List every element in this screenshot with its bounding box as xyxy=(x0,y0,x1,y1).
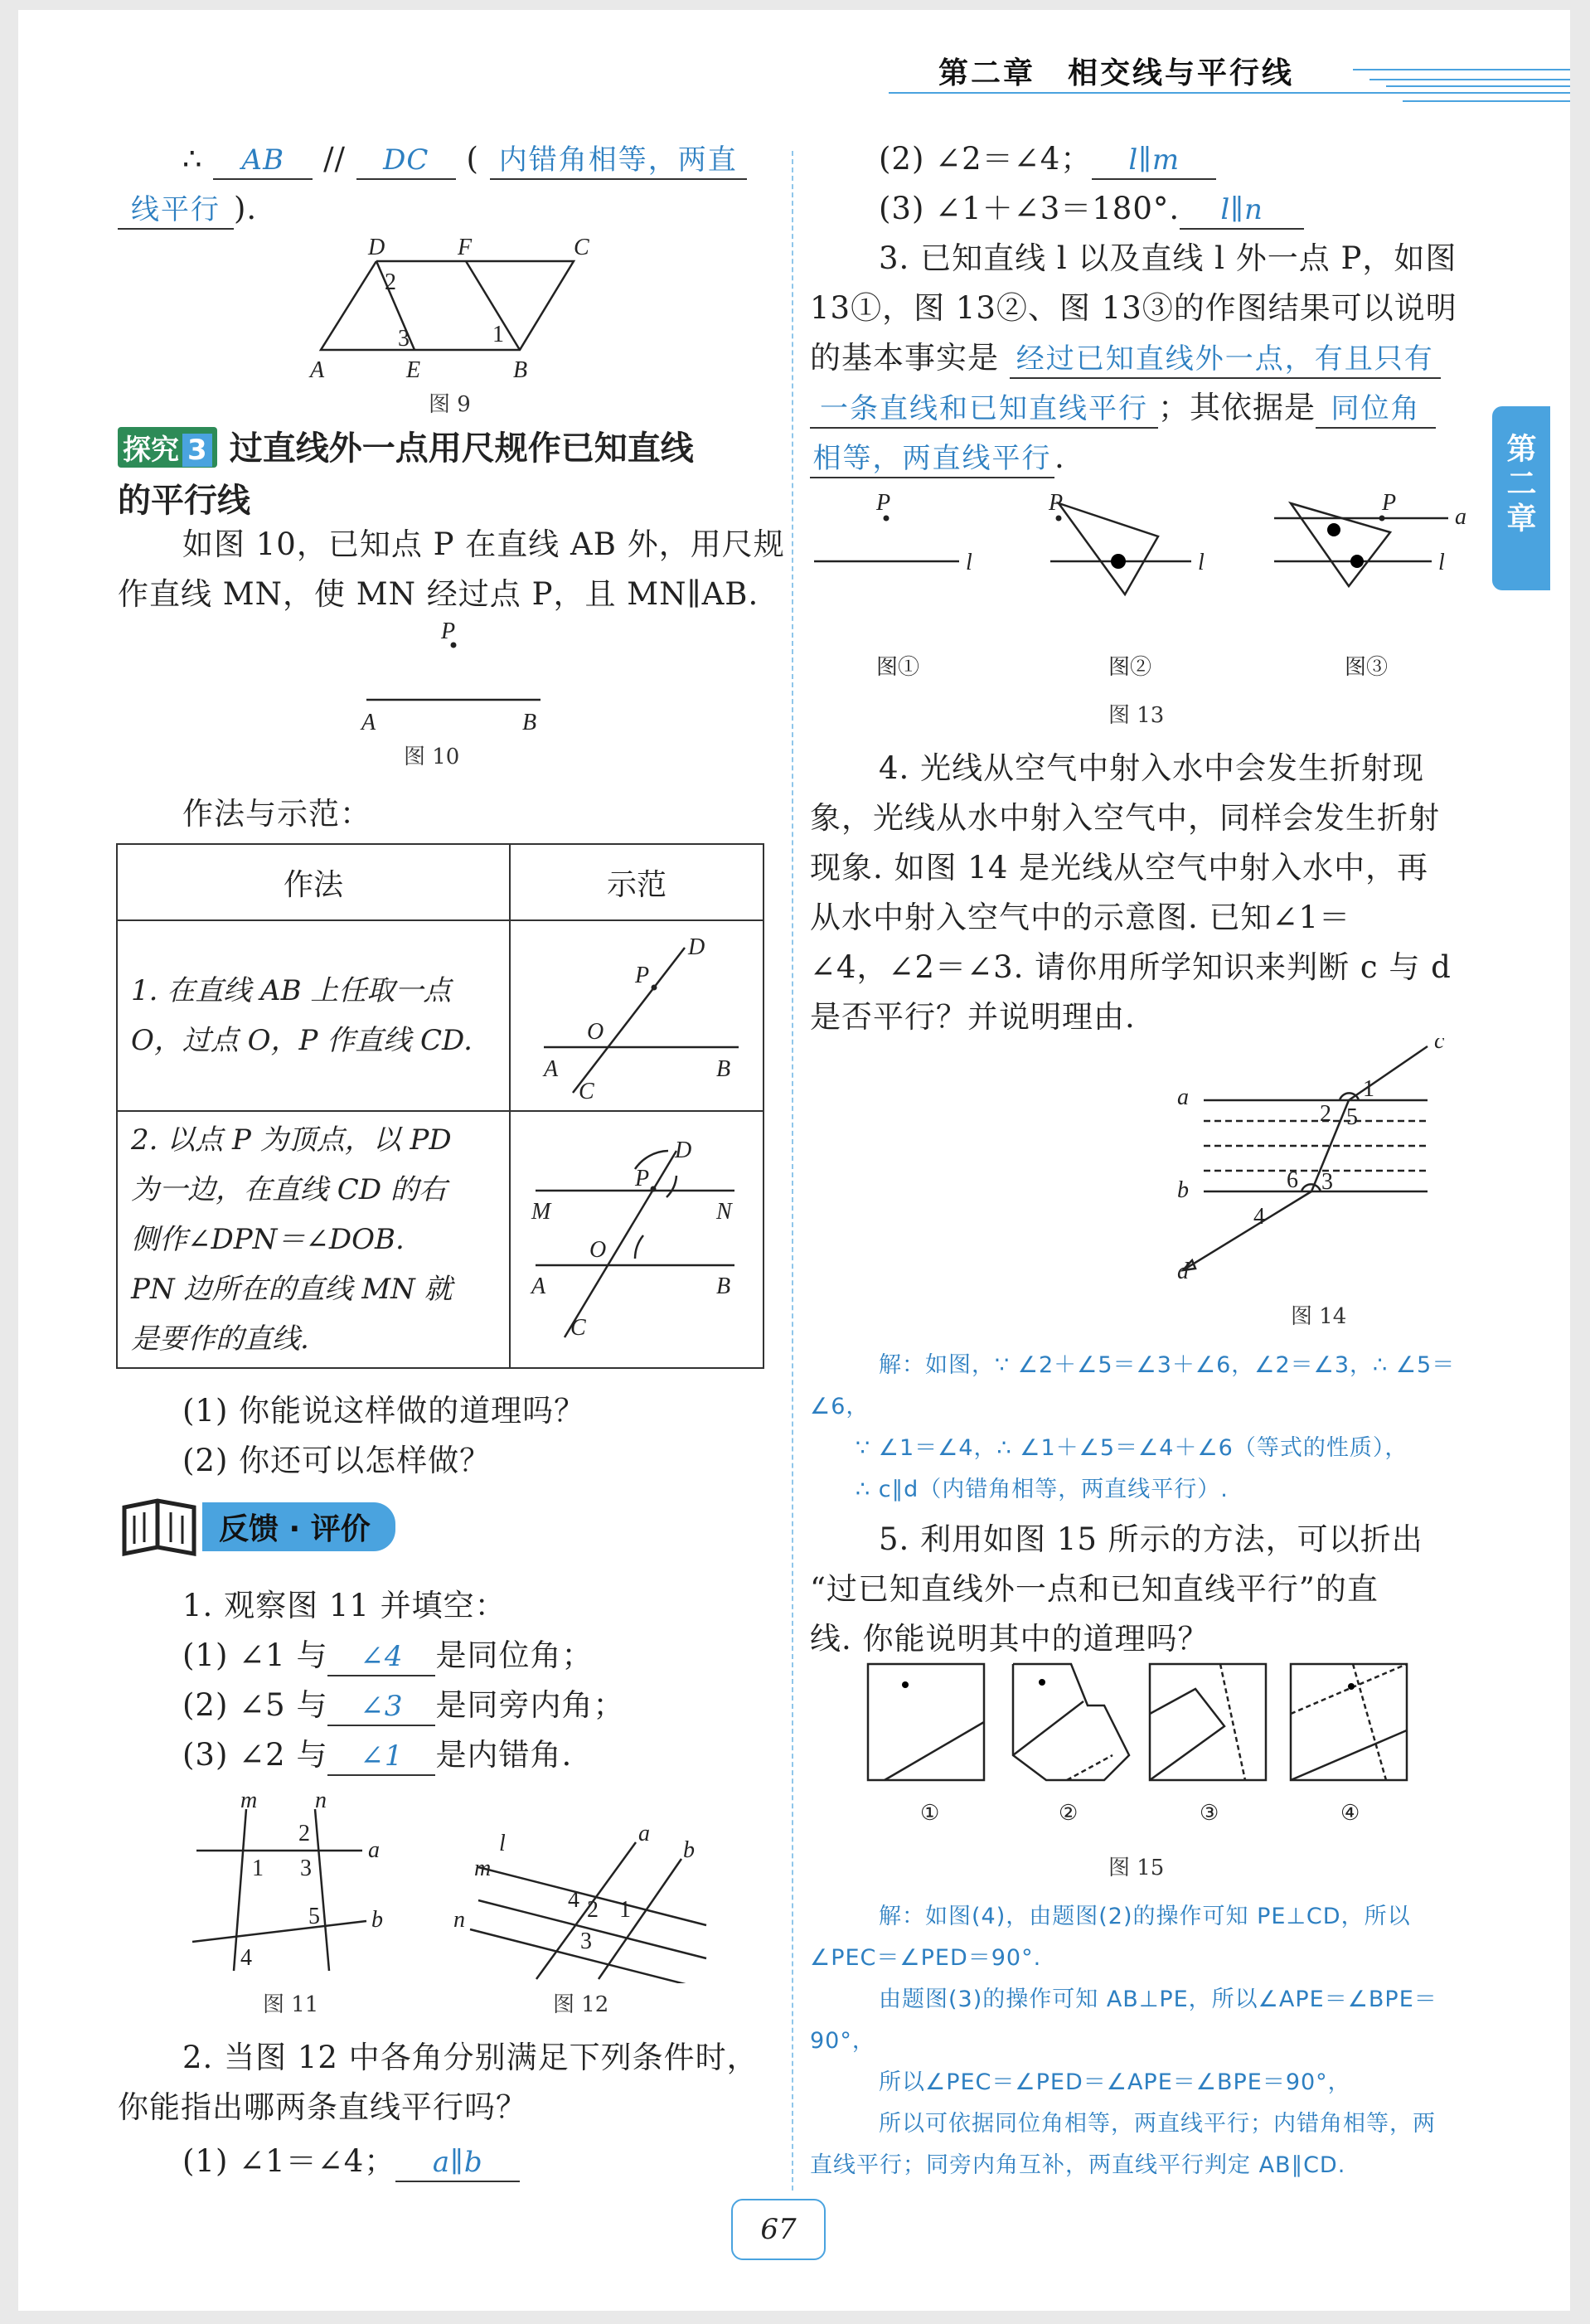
reason-part2: 线平行 xyxy=(118,192,234,230)
fig12-label-4: 4 xyxy=(568,1887,579,1913)
q4-line-4: 从水中射入空气中的示意图. 已知∠1＝ xyxy=(810,900,1351,935)
q4-answer-4: ∴ c∥d（内错角相等，两直线平行）. xyxy=(856,1477,1229,1502)
book-icon xyxy=(118,1494,201,1560)
explore3-title-2: 的平行线 xyxy=(118,482,250,520)
fig11-label-a: a xyxy=(368,1837,380,1863)
t1-label-a: A xyxy=(544,1056,559,1082)
fig10-label-b: B xyxy=(522,710,537,735)
fig10-label-p: P xyxy=(441,619,456,644)
t1-label-p: P xyxy=(635,963,650,988)
fig10-label-a: A xyxy=(361,710,376,735)
fig9-label-b: B xyxy=(513,357,528,383)
q4-line-5: ∠4，∠2＝∠3. 请你用所学知识来判断 c 与 d xyxy=(810,949,1452,985)
t2-label-p: P xyxy=(635,1166,650,1191)
fig12-label-3: 3 xyxy=(580,1929,592,1954)
q3-line-2: 13①，图 13②、图 13③的作图结果可以说明 xyxy=(810,290,1457,326)
explore3-title-1: 过直线外一点用尺规作已知直线 xyxy=(229,429,694,468)
figure-15 xyxy=(856,1656,1436,1838)
q5-line-3: 线. 你能说明其中的道理吗？ xyxy=(810,1621,1209,1657)
fig13-2-label-l: l xyxy=(1198,550,1205,575)
q1-item-2: (2) ∠5 与 ∠3 是同旁内角； xyxy=(182,1681,624,1730)
figure-10 xyxy=(350,615,565,740)
fig12-label-n: n xyxy=(453,1907,465,1933)
feedback-title: 反馈 · 评价 xyxy=(202,1502,395,1551)
fig11-label-b: b xyxy=(371,1907,383,1933)
fig11-caption: 图 11 xyxy=(263,1992,319,2017)
fig9-label-d: D xyxy=(368,235,385,260)
method-intro: 作法与示范： xyxy=(182,796,371,832)
q4-line-1: 4. 光线从空气中射入水中会发生折射现 xyxy=(879,750,1425,786)
fig12-label-a: a xyxy=(638,1821,650,1846)
fig14-label-c: c xyxy=(1434,1038,1445,1054)
fig14-label-6: 6 xyxy=(1287,1167,1298,1193)
q5-answer-1: 解：如图(4)，由题图(2)的操作可知 PE⊥CD，所以 xyxy=(879,1904,1411,1929)
t2-label-o: O xyxy=(589,1237,607,1263)
q4-answer-2: ∠6， xyxy=(810,1394,870,1419)
fig11-label-n: n xyxy=(315,1788,327,1813)
t1-label-o: O xyxy=(587,1019,604,1045)
q2-item-2: (2) ∠2＝∠4； l∥m xyxy=(879,134,1216,184)
explore3-heading xyxy=(118,422,773,469)
fig11-label-m: m xyxy=(240,1788,258,1813)
question-1: (1) 你能说这样做的道理吗？ xyxy=(182,1393,586,1429)
q3-line-1: 3. 已知直线 l 以及直线 l 外一点 P，如图 xyxy=(879,240,1457,276)
fig12-caption: 图 12 xyxy=(553,1992,609,2017)
fig9-label-1: 1 xyxy=(492,322,504,347)
q5-answer-4: 90°， xyxy=(810,2028,875,2054)
reason-part1: 内错角相等，两直 xyxy=(490,142,747,180)
q5-line-1: 5. 利用如图 15 所示的方法，可以折出 xyxy=(879,1521,1423,1557)
q1-stem: 1. 观察图 11 并填空： xyxy=(182,1588,507,1623)
chapter-title: 第二章 相交线与平行线 xyxy=(938,56,1295,90)
table-header-method: 作法 xyxy=(117,844,510,920)
fig13-1-label-p: P xyxy=(876,490,891,516)
fig15-sub-3: ③ xyxy=(1200,1801,1219,1825)
t2-label-n: N xyxy=(716,1199,732,1225)
explore3-text-2: 作直线 MN，使 MN 经过点 P，且 MN∥AB. xyxy=(118,576,759,612)
q5-answer-2: ∠PEC＝∠PED＝90°. xyxy=(810,1945,1042,1971)
t1-label-d: D xyxy=(688,934,705,960)
fig15-sub-1: ① xyxy=(920,1801,940,1825)
therefore-line: ∴ AB // DC ( 内错角相等，两直 xyxy=(182,134,779,184)
fig13-caption: 图 13 xyxy=(1108,703,1165,728)
fig13-3-label-p: P xyxy=(1382,490,1397,516)
q3-line-5: 相等，两直线平行. xyxy=(810,433,1065,483)
fig9-label-3: 3 xyxy=(398,326,410,352)
t2-label-m: M xyxy=(531,1199,551,1225)
fig15-sub-4: ④ xyxy=(1340,1801,1360,1825)
figure-9 xyxy=(292,230,607,395)
q5-answer-7: 直线平行；同旁内角互补，两直线平行判定 AB∥CD. xyxy=(810,2152,1346,2178)
table-row: 1. 在直线 AB 上任取一点 O，过点 O，P 作直线 CD. P D O A B C xyxy=(117,920,763,1111)
fig14-label-d: d xyxy=(1177,1259,1189,1284)
q5-answer-3: 由题图(3)的操作可知 AB⊥PE，所以∠APE＝∠BPE＝ xyxy=(879,1987,1437,2012)
fig15-sub-2: ② xyxy=(1059,1801,1079,1825)
fig13-2-label-p: P xyxy=(1049,490,1064,516)
fig14-label-4: 4 xyxy=(1253,1204,1265,1230)
q5-answer-6: 所以可依据同位角相等，两直线平行；内错角相等，两 xyxy=(879,2111,1436,2137)
fig12-label-1: 1 xyxy=(619,1897,631,1923)
t2-label-b: B xyxy=(716,1274,731,1299)
fig14-label-1: 1 xyxy=(1363,1076,1374,1102)
fig13-sub-caption-2: 图② xyxy=(1108,655,1152,679)
figure-13 xyxy=(810,478,1473,686)
blank-ab: AB xyxy=(213,142,313,180)
q2-stem-2: 你能指出哪两条直线平行吗？ xyxy=(118,2089,527,2125)
fig9-label-e: E xyxy=(406,357,421,383)
fig14-label-3: 3 xyxy=(1321,1169,1333,1195)
fig10-caption: 图 10 xyxy=(404,745,460,769)
figure-11 xyxy=(176,1784,408,1983)
q4-line-2: 象，光线从水中射入空气中，同样会发生折射 xyxy=(810,800,1440,836)
fig11-label-2: 2 xyxy=(298,1821,310,1846)
q2-item-3: (3) ∠1＋∠3＝180°. l∥n xyxy=(879,184,1304,234)
blank-dc: DC xyxy=(356,142,456,180)
fig11-label-3: 3 xyxy=(300,1856,312,1881)
q4-line-3: 现象. 如图 14 是光线从空气中射入水中，再 xyxy=(810,850,1429,885)
fig12-label-m: m xyxy=(474,1856,492,1881)
fig13-3-label-l: l xyxy=(1438,550,1445,575)
fig14-label-a: a xyxy=(1177,1084,1189,1110)
fig9-label-a: A xyxy=(310,357,325,383)
fig13-sub-caption-3: 图③ xyxy=(1345,655,1389,679)
q1-item-3: (3) ∠2 与 ∠1 是内错角. xyxy=(182,1730,572,1780)
fig12-label-l: l xyxy=(499,1831,506,1856)
fig15-caption: 图 15 xyxy=(1108,1856,1165,1880)
q3-line-4: 一条直线和已知直线平行 ；其依据是 同位角 xyxy=(810,383,1436,433)
page xyxy=(18,10,1570,2311)
fig14-label-5: 5 xyxy=(1346,1104,1358,1130)
q2-item-1: (1) ∠1＝∠4； a∥b xyxy=(182,2137,520,2186)
q5-line-2: “过已知直线外一点和已知直线平行”的直 xyxy=(810,1571,1379,1607)
fig12-label-2: 2 xyxy=(587,1897,599,1923)
method-table xyxy=(116,843,764,1369)
fig9-label-f: F xyxy=(458,235,473,260)
q1-item-1: (1) ∠1 与 ∠4 是同位角； xyxy=(182,1631,593,1681)
t2-label-a: A xyxy=(531,1274,546,1299)
fig14-label-2: 2 xyxy=(1320,1101,1331,1127)
fig13-3-label-a: a xyxy=(1455,504,1466,530)
fig11-label-1: 1 xyxy=(252,1856,264,1881)
page-number: 67 xyxy=(731,2199,826,2260)
fig12-label-b: b xyxy=(683,1837,695,1863)
fig9-label-c: C xyxy=(574,235,589,260)
fig13-1-label-l: l xyxy=(966,550,972,575)
q3-line-3: 的基本事实是 经过已知直线外一点，有且只有 xyxy=(810,333,1441,383)
q4-answer-1: 解：如图，∵ ∠2＋∠5＝∠3＋∠6，∠2＝∠3，∴ ∠5＝ xyxy=(879,1352,1456,1378)
question-2: (2) 你还可以怎样做？ xyxy=(182,1443,492,1478)
fig11-label-4: 4 xyxy=(240,1945,252,1971)
fig9-caption: 图 9 xyxy=(429,392,471,417)
q4-answer-3: ∵ ∠1＝∠4，∴ ∠1＋∠5＝∠4＋∠6（等式的性质）， xyxy=(856,1435,1408,1461)
figure-12 xyxy=(449,1817,723,1983)
fig9-label-2: 2 xyxy=(385,269,396,295)
fig13-sub-caption-1: 图① xyxy=(876,655,920,679)
t2-label-c: C xyxy=(570,1315,586,1341)
chapter-side-tab-label: 第二章 xyxy=(1502,433,1536,537)
fig11-label-5: 5 xyxy=(308,1904,320,1929)
q2-stem-1: 2. 当图 12 中各角分别满足下列条件时， xyxy=(182,2040,759,2075)
table-row: 2. 以点 P 为顶点，以 PD 为一边，在直线 CD 的右 侧作∠DPN＝∠DOB. PN 边所在的直线 MN 就 是要作的直线. D P M N O A B C xyxy=(117,1111,763,1368)
t1-label-b: B xyxy=(716,1056,731,1082)
table-header-demo: 示范 xyxy=(510,844,763,920)
table-fig-row2 xyxy=(511,1118,759,1358)
fig14-caption: 图 14 xyxy=(1291,1304,1347,1329)
column-divider xyxy=(792,151,793,2191)
fig14-label-b: b xyxy=(1177,1177,1189,1203)
table-fig-row1 xyxy=(511,923,759,1105)
explore3-badge: 探究 3 xyxy=(118,427,217,468)
t2-label-d: D xyxy=(675,1138,692,1163)
q5-answer-5: 所以∠PEC＝∠PED＝∠APE＝∠BPE＝90°， xyxy=(879,2069,1351,2095)
figure-14 xyxy=(1154,1038,1452,1287)
explore3-text-1: 如图 10，已知点 P 在直线 AB 外，用尺规 xyxy=(182,526,785,562)
therefore-line-cont: 线平行 ). xyxy=(118,184,449,234)
t1-label-c: C xyxy=(579,1079,594,1104)
q4-line-6: 是否平行？并说明理由. xyxy=(810,999,1136,1035)
